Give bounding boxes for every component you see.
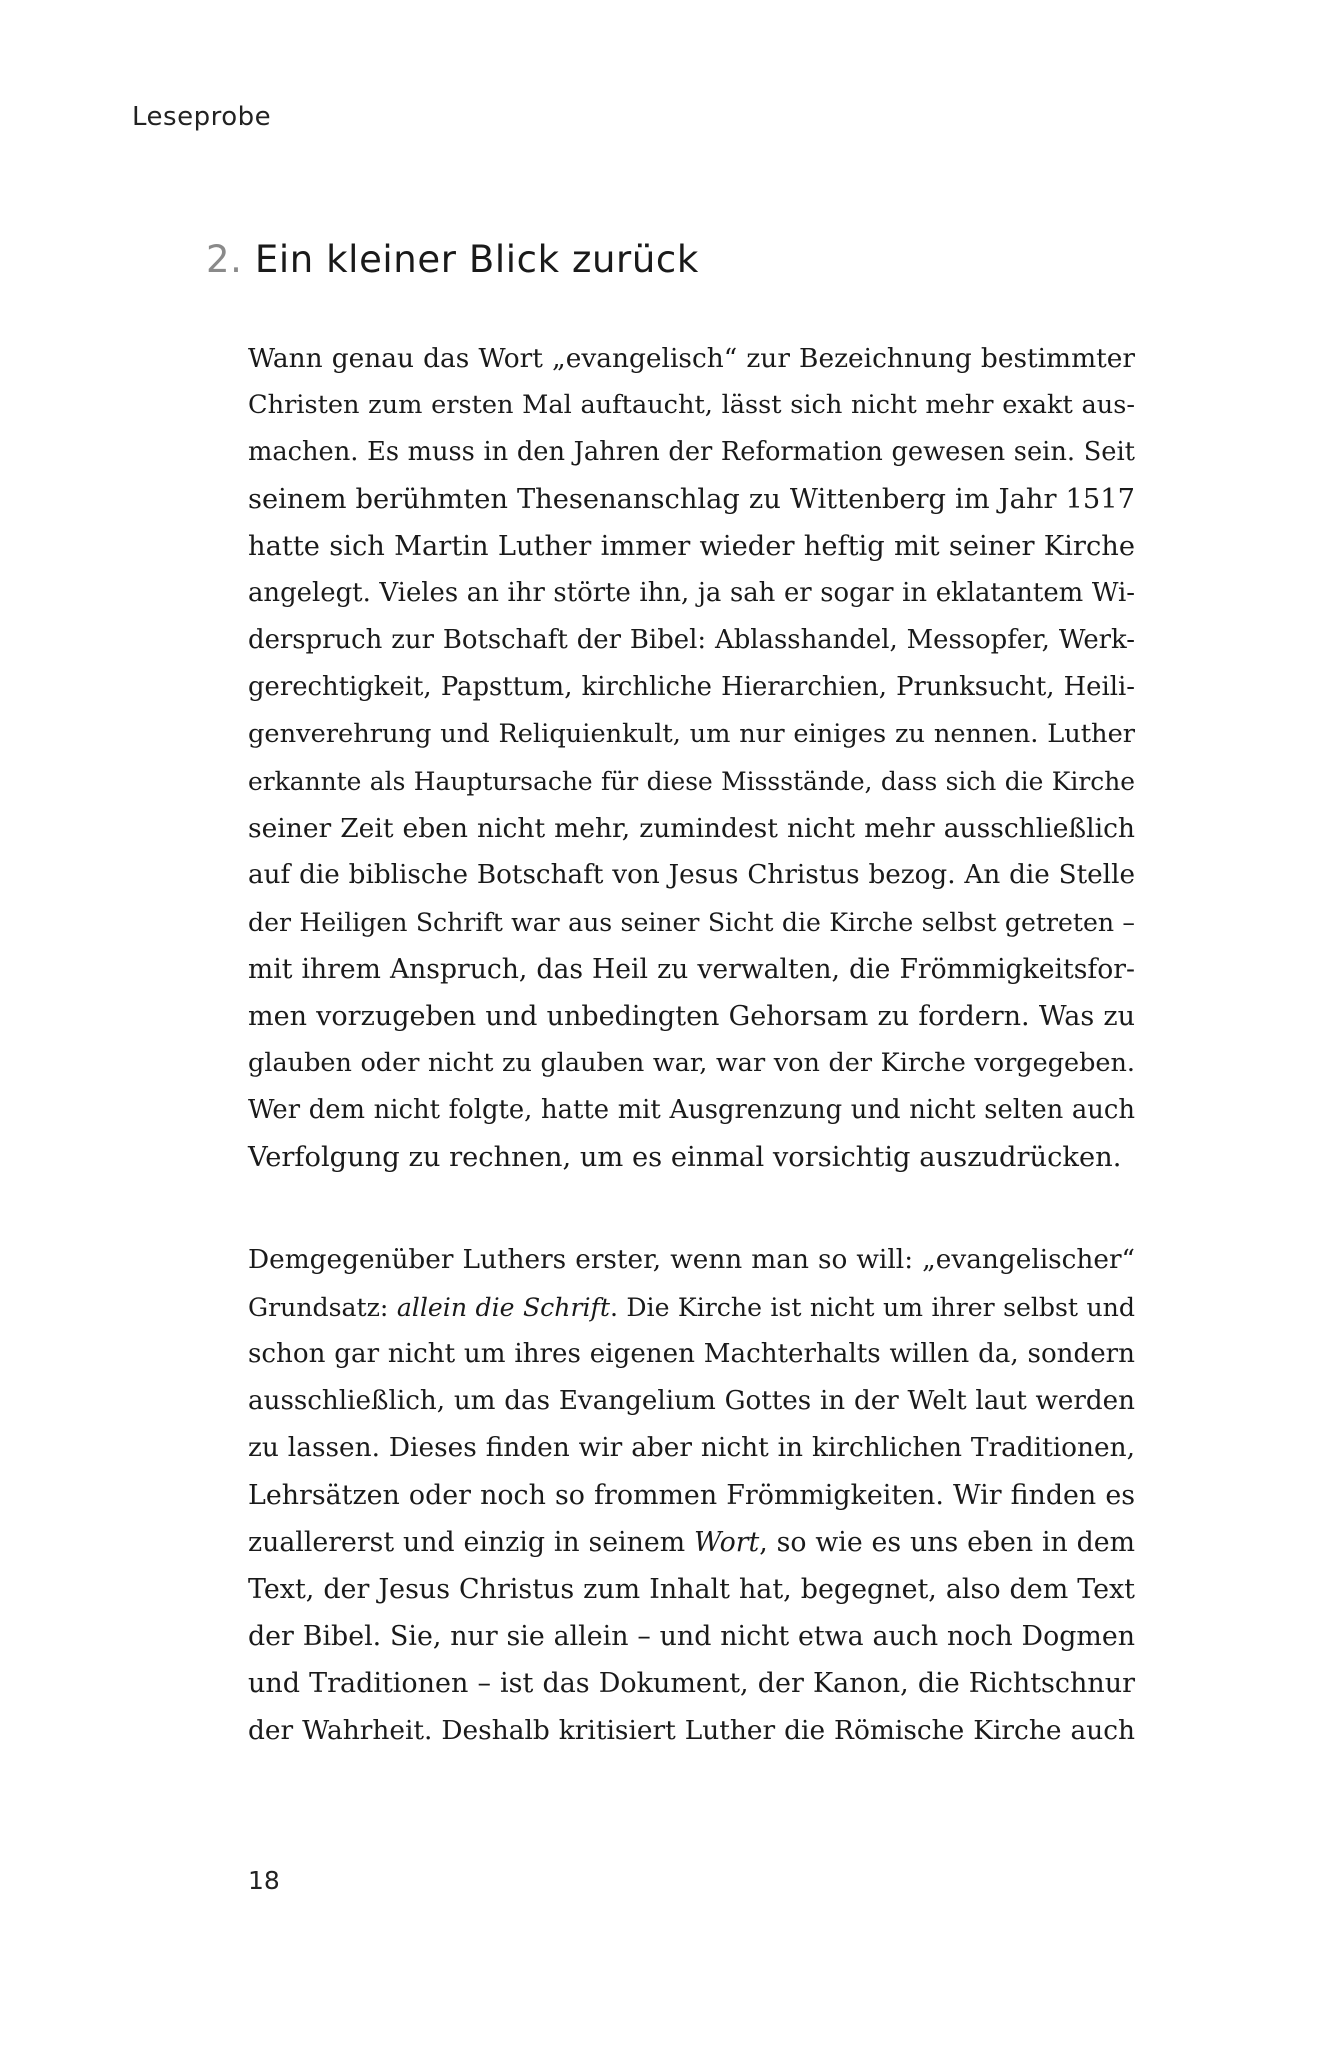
chapter-title: Ein kleiner Blick zurück: [254, 238, 699, 281]
text-line: und Traditionen – ist das Dokument, der Kanon, die Richtschnur: [248, 1668, 1135, 1699]
text-line: Lehrsätzen oder noch so frommen Frömmigkeiten. Wir finden es: [248, 1480, 1135, 1511]
text-line: seinem berühmten Thesenanschlag zu Wittenberg im Jahr 1517: [248, 484, 1135, 515]
paragraph-text: [248, 335, 1135, 1181]
text-line: genverehrung und Reliquienkult, um nur einiges zu nennen. Luther: [248, 719, 1135, 749]
text-line: seiner Zeit eben nicht mehr, zumindest nicht mehr ausschließlich: [248, 813, 1135, 844]
text-run: , so wie es uns eben in dem: [759, 1527, 1136, 1558]
text-line: Wer dem nicht folgte, hatte mit Ausgrenzung und nicht selten auch: [248, 1095, 1135, 1125]
text-line: hatte sich Martin Luther immer wieder heftig mit seiner Kirche: [248, 531, 1135, 562]
text-line: ausschließlich, um das Evangelium Gottes in der Welt laut werden: [248, 1386, 1135, 1416]
text-line: der Heiligen Schrift war aus seiner Sicht die Kirche selbst getreten –: [248, 908, 1135, 937]
text-line: derspruch zur Botschaft der Bibel: Ablasshandel, Messopfer, Werk-: [248, 625, 1135, 655]
running-head: Leseprobe: [132, 102, 272, 132]
text-line: machen. Es muss in den Jahren der Reformation gewesen sein. Seit: [248, 437, 1135, 467]
text-line: Christen zum ersten Mal auftaucht, lässt sich nicht mehr exakt aus-: [248, 390, 1135, 420]
text-line: Demgegenüber Luthers erster, wenn man so will: „evangelischer“: [248, 1245, 1135, 1275]
text-run: zuallererst und einzig in seinem: [248, 1527, 694, 1558]
text-run: . Die Kirche ist nicht um ihrer selbst und: [609, 1293, 1135, 1322]
text-line: angelegt. Vieles an ihr störte ihn, ja sah er sogar in eklatantem Wi-: [248, 578, 1135, 608]
text-line: Verfolgung zu rechnen, um es einmal vorsichtig auszudrücken.: [248, 1142, 1122, 1173]
emphasis-wort: Wort: [693, 1527, 760, 1558]
text-line: men vorzugeben und unbedingten Gehorsam zu fordern. Was zu: [248, 1001, 1135, 1032]
text-line: [248, 1284, 1135, 1331]
chapter-heading: [206, 238, 699, 281]
text-line: der Bibel. Sie, nur sie allein – und nicht etwa auch noch Dogmen: [248, 1621, 1135, 1652]
paragraph-text: [248, 1237, 1135, 1754]
text-line: erkannte als Hauptursache für diese Missstände, dass sich die Kirche: [248, 767, 1135, 796]
text-line: [248, 1519, 1135, 1566]
text-line: auf die biblische Botschaft von Jesus Christus bezog. An die Stelle: [248, 860, 1135, 890]
paragraph-1: [248, 335, 1135, 1181]
text-line: gerechtigkeit, Papsttum, kirchliche Hierarchien, Prunksucht, Heili-: [248, 672, 1135, 702]
emphasis-allein-die-schrift: allein die Schrift: [396, 1293, 610, 1322]
page-number: 18: [248, 1866, 280, 1895]
text-run: Grundsatz:: [248, 1293, 397, 1322]
text-line: glauben oder nicht zu glauben war, war von der Kirche vorgegeben.: [248, 1048, 1135, 1078]
paragraph-2: [248, 1237, 1135, 1754]
text-line: zu lassen. Dieses finden wir aber nicht in kirchlichen Traditionen,: [248, 1433, 1135, 1463]
text-line: Wann genau das Wort „evangelisch“ zur Bezeichnung bestimmter: [248, 343, 1135, 374]
text-line: der Wahrheit. Deshalb kritisiert Luther die Römische Kirche auch: [248, 1715, 1135, 1746]
text-line: schon gar nicht um ihres eigenen Machterhalts willen da, sondern: [248, 1339, 1135, 1369]
text-line: Text, der Jesus Christus zum Inhalt hat, begegnet, also dem Text: [248, 1574, 1135, 1605]
text-line: mit ihrem Anspruch, das Heil zu verwalten, die Frömmigkeitsfor-: [248, 954, 1135, 985]
chapter-number: 2.: [206, 238, 243, 281]
